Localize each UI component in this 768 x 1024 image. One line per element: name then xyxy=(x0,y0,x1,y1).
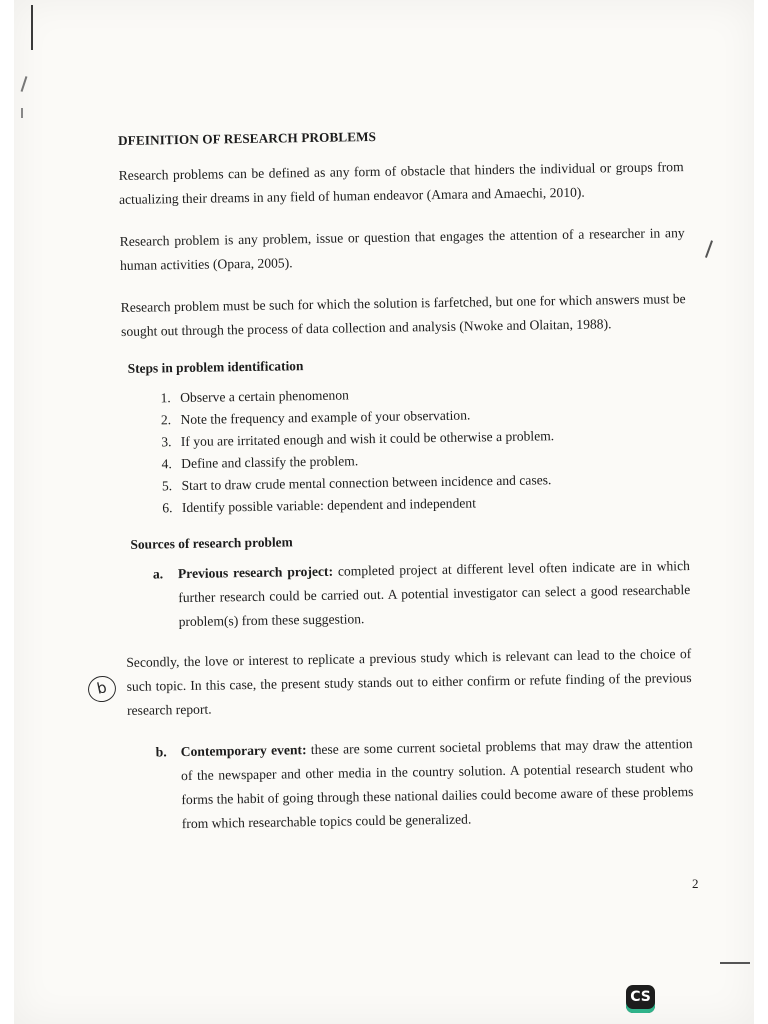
definition-paragraph-3: Research problem must be such for which the solution is farfetched, but one for which answers must be sought out through the process of data collection and analysis (Nwoke and Olaitan, 1988). xyxy=(120,291,686,340)
list-marker: b. xyxy=(155,744,167,760)
document-page xyxy=(14,0,754,1024)
scan-mark xyxy=(720,962,750,964)
steps-heading: Steps in problem identification xyxy=(127,358,304,377)
sources-list-b xyxy=(128,732,694,837)
document-body xyxy=(118,125,694,853)
definition-paragraph-1: Research problems can be defined as any form of obstacle that hinders the individual or groups from actualizing their dreams in any field of human endeavor (Amara and Amaechi, 2010). xyxy=(118,159,684,208)
sources-heading: Sources of research problem xyxy=(130,533,293,552)
source-item-a xyxy=(153,554,691,634)
camscanner-logo: CS xyxy=(626,985,655,1013)
source-term: Contemporary event: xyxy=(180,742,307,760)
step-item: 2. Note the frequency and example of your observation. xyxy=(174,401,687,431)
step-item: 6. Identify possible variable: dependent and independent xyxy=(176,489,689,519)
list-marker: a. xyxy=(152,566,164,582)
scan-mark xyxy=(21,108,23,118)
pencil-mark xyxy=(705,240,713,257)
scan-mark xyxy=(31,5,33,50)
step-item: 3. If you are irritated enough and wish it could be otherwise a problem. xyxy=(175,423,688,453)
source-item-b xyxy=(156,732,694,836)
scan-mark xyxy=(21,76,28,92)
source-text: these are some current societal problems that may draw the attention of the newspaper and other media in the country solution. A potential research student who forms the habit of going through these national dailies could become aware of these problems from which researchable topics could be generalized. xyxy=(180,736,694,832)
secondly-paragraph: Secondly, the love or interest to replicate a previous study which is relevant can lead to the choice of such topic. In this case, the present study stands out to either confirm or refute finding of the previous research report. xyxy=(126,646,692,718)
sources-list-a xyxy=(125,554,691,635)
step-item: 4. Define and classify the problem. xyxy=(175,445,688,475)
handwritten-annotation: b xyxy=(86,673,119,704)
step-item: 1. Observe a certain phenomenon xyxy=(174,379,687,409)
page-title: DFEINITION OF RESEARCH PROBLEMS xyxy=(117,128,377,148)
definition-paragraph-2: Research problem is any problem, issue or question that engages the attention of a researcher in any human activities (Opara, 2005). xyxy=(119,225,685,274)
source-text: completed project at different level often indicate are in which further research could be carried out. A potential investigator can select a good researchable problem(s) from these suggestion. xyxy=(178,558,691,630)
steps-list xyxy=(122,379,689,520)
step-item: 5. Start to draw crude mental connection between incidence and cases. xyxy=(175,467,688,497)
page-number: 2 xyxy=(692,876,699,891)
source-term: Previous research project: xyxy=(177,563,334,582)
